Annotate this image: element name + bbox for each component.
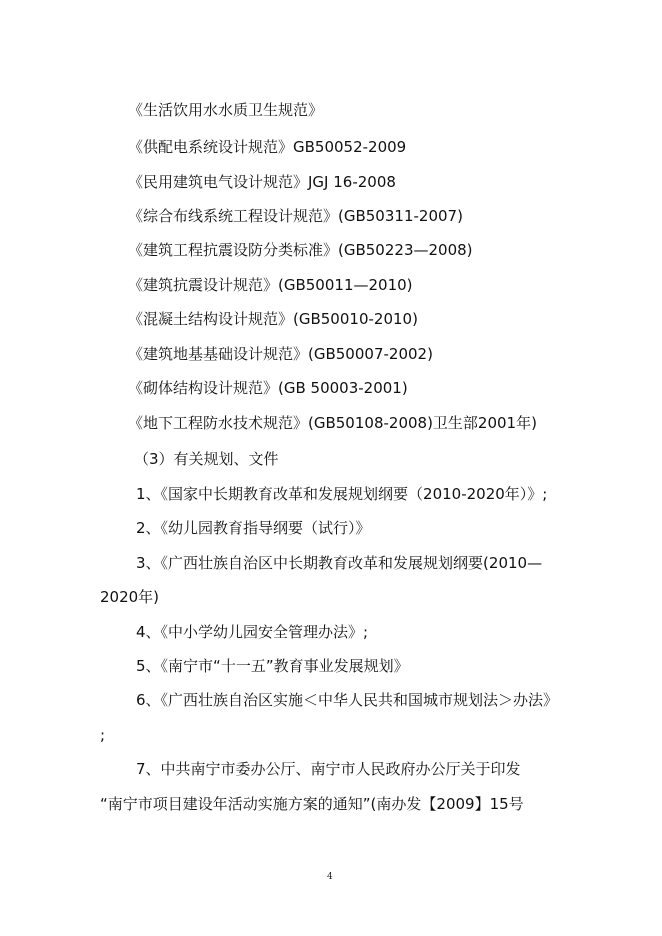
standard-line: 《建筑地基基础设计规范》(GB50007-2002) bbox=[128, 345, 433, 363]
standard-line: 《供配电系统设计规范》GB50052-2009 bbox=[128, 138, 407, 156]
standard-line: 《砌体结构设计规范》(GB 50003-2001) bbox=[128, 379, 408, 397]
document-item-continuation: “南宁市项目建设年活动实施方案的通知”(南办发【2009】15号 bbox=[100, 795, 524, 813]
document-item: 4、《中小学幼儿园安全管理办法》; bbox=[136, 623, 369, 641]
standard-line: 《建筑抗震设计规范》(GB50011—2010) bbox=[128, 276, 413, 294]
document-item: 2、《幼儿园教育指导纲要（试行）》 bbox=[136, 519, 371, 537]
document-item-continuation: 2020年) bbox=[100, 588, 160, 606]
standard-line: 《民用建筑电气设计规范》JGJ 16-2008 bbox=[128, 173, 396, 191]
standard-line: 《综合布线系统工程设计规范》(GB50311-2007) bbox=[128, 207, 463, 225]
page-number: 4 bbox=[327, 872, 333, 882]
standard-line: 《生活饮用水水质卫生规范》 bbox=[128, 101, 324, 119]
document-item: 5、《南宁市“十一五”教育事业发展规划》 bbox=[136, 657, 409, 675]
document-item-continuation: ; bbox=[100, 726, 106, 744]
standard-line: 《地下工程防水技术规范》(GB50108-2008)卫生部2001年) bbox=[128, 414, 537, 432]
standard-line: 《建筑工程抗震设防分类标准》(GB50223—2008) bbox=[128, 241, 473, 259]
document-item: 1、《国家中长期教育改革和发展规划纲要（2010-2020年）》; bbox=[136, 485, 548, 503]
standard-line: 《混凝土结构设计规范》(GB50010-2010) bbox=[128, 310, 418, 328]
document-item: 3、《广西壮族自治区中长期教育改革和发展规划纲要(2010— bbox=[136, 554, 543, 572]
document-item: 6、《广西壮族自治区实施＜中华人民共和国城市规划法＞办法》 bbox=[136, 691, 559, 709]
section-heading: （3）有关规划、文件 bbox=[134, 450, 279, 468]
document-item: 7、中共南宁市委办公厅、南宁市人民政府办公厅关于印发 bbox=[136, 760, 521, 778]
